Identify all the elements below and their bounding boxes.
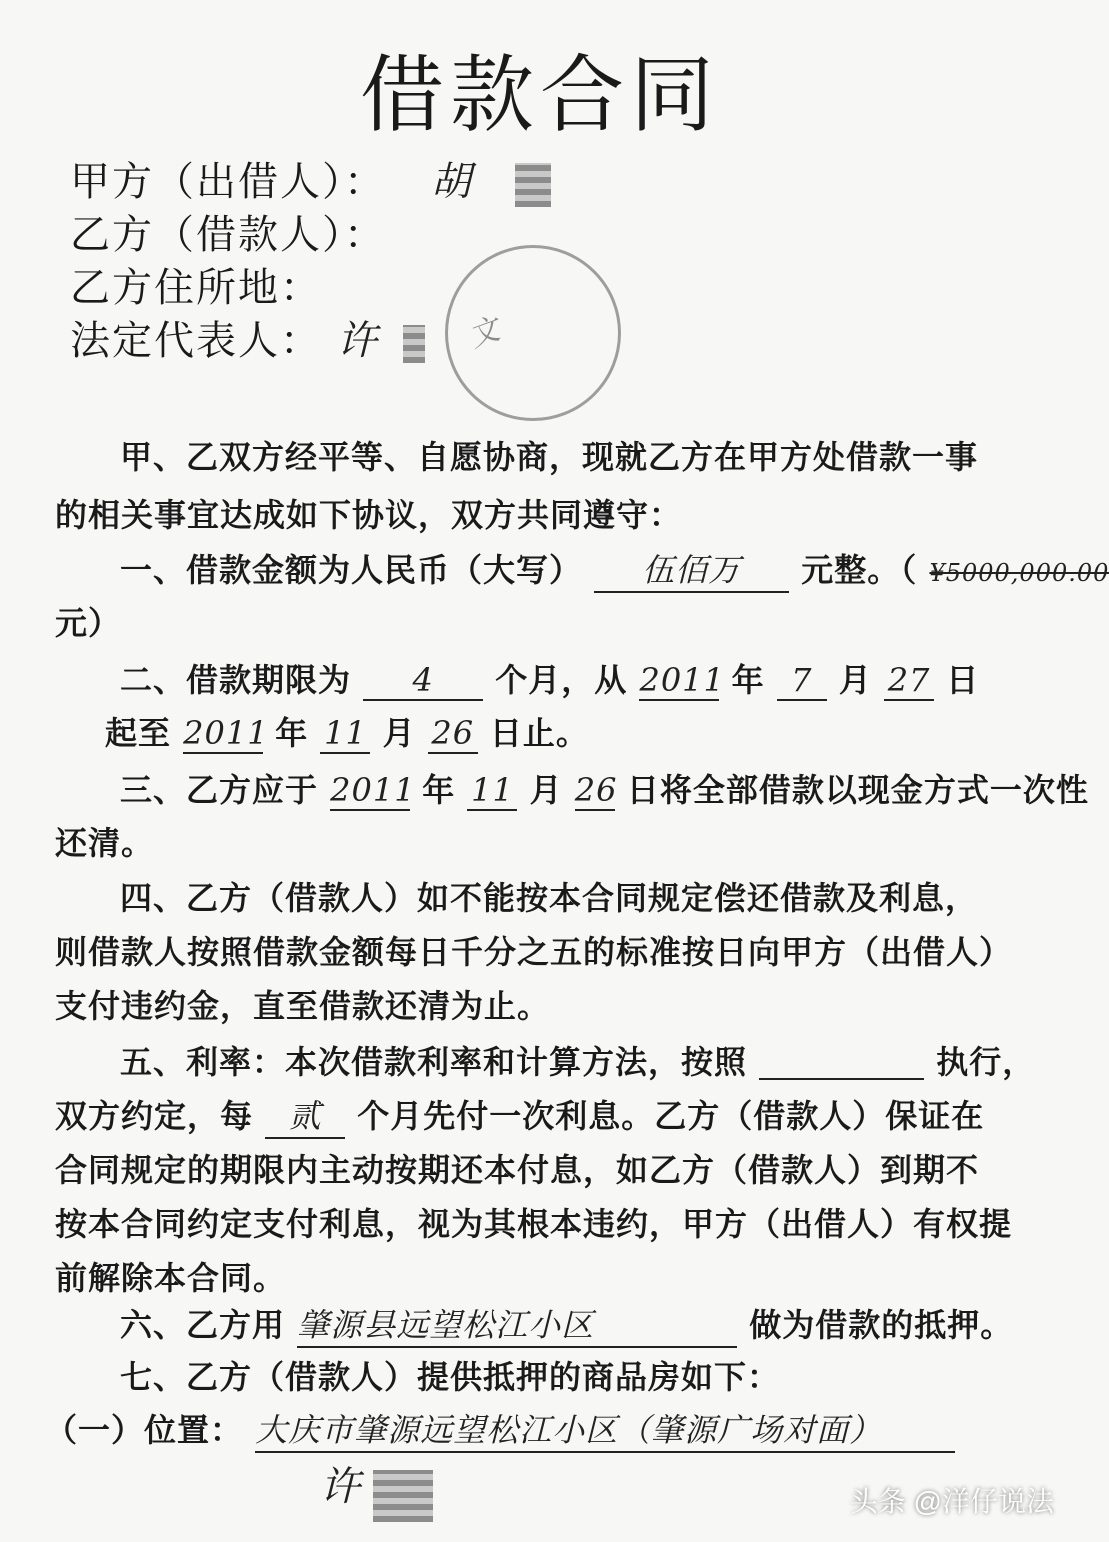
clause-4-line-1: 四、乙方（借款人）如不能按本合同规定偿还借款及利息， [120,879,979,917]
clause-7-item-1 [45,1405,955,1453]
start-month: 7 [777,661,827,701]
clause-1-end: 元） [55,604,122,642]
clause-2-text-e: 日 [946,661,980,699]
clause-1-text-b: 元整。（ [801,551,918,589]
clause-2-text-g: 年 [275,714,309,752]
party-b-label: 乙方（借款人）： [70,212,386,258]
end-month: 11 [320,714,370,754]
clause-2 [120,655,979,701]
clause-3-text: 三、乙方应于 [120,771,319,809]
clause-5-line-5: 前解除本合同。 [55,1259,287,1297]
clause-2-text-f: 起至 [105,714,172,752]
clause-5-line-2 [55,1091,984,1139]
redaction-block [515,163,551,207]
clause-6 [120,1300,1013,1348]
amount-number: ¥5000,000.00 [929,559,1109,587]
address-label: 乙方住所地： [70,265,322,311]
rep-line [70,309,425,366]
months-value: 4 [363,661,483,701]
document-title: 借款合同 [359,46,720,144]
signature-area [320,1455,433,1522]
clause-6-text-b: 做为借款的抵押。 [749,1306,1014,1344]
clause-5-line-4: 按本合同约定支付利息，视为其根本违约，甲方（出借人）有权提 [55,1205,1013,1243]
location-label: （一）位置： [45,1411,244,1449]
location-value: 大庆市肇源远望松江小区（肇源广场对面） [255,1405,955,1453]
clause-1 [120,545,1109,593]
clause-3-text-c: 月 [529,771,563,809]
repay-year: 2011 [330,771,416,809]
rep-name: 许 [336,318,379,364]
seal-text: 文 [464,311,505,355]
clause-5-text-b: 执行， [936,1043,1036,1081]
redaction-block [373,1470,433,1522]
rep-label: 法定代表人： [70,318,322,364]
party-a-label: 甲方（出借人）： [70,159,386,205]
repay-day: 26 [574,771,618,809]
clause-2-text-d: 月 [838,661,872,699]
clause-5-text: 五、利率：本次借款利率和计算方法，按照 [120,1043,748,1081]
clause-3-text-b: 年 [422,771,456,809]
clause-5-line-3: 合同规定的期限内主动按期还本付息，如乙方（借款人）到期不 [55,1151,980,1189]
party-a-line [70,150,551,207]
clause-3-text-d: 日将全部借款以现金方式一次性 [626,771,1089,809]
clause-1-text: 一、借款金额为人民币（大写） [120,551,583,589]
amount-chinese: 伍佰万 [594,545,789,593]
signature: 许 [320,1464,360,1510]
start-day: 27 [884,661,934,701]
clause-2-text-i: 日止。 [489,714,589,752]
end-day: 26 [428,714,478,754]
clause-2-line-2 [105,708,589,754]
clause-6-text: 六、乙方用 [120,1306,286,1344]
clause-5-text-d: 个月先付一次利息。乙方（借款人）保证在 [357,1097,985,1135]
clause-2-text-b: 个月，从 [495,661,628,699]
company-seal [445,245,621,421]
clause-3 [120,765,1089,811]
party-a-name: 胡 [430,159,473,205]
address-line [70,256,322,313]
clause-5-text-c: 双方约定，每 [55,1097,254,1135]
clause-2-text: 二、借款期限为 [120,661,352,699]
redaction-block [403,325,425,363]
clause-3-end: 还清。 [55,824,155,862]
repay-month: 11 [467,771,517,811]
clause-7: 七、乙方（借款人）提供抵押的商品房如下： [120,1358,781,1396]
clause-2-text-c: 年 [731,661,765,699]
clause-4-line-2: 则借款人按照借款金额每日千分之五的标准按日向甲方（出借人） [55,933,1013,971]
end-year: 2011 [183,714,269,752]
clause-2-text-h: 月 [382,714,416,752]
start-year: 2011 [639,661,725,699]
intro-line-2: 的相关事宜达成如下协议，双方共同遵守： [55,496,683,534]
interest-interval: 贰 [265,1091,345,1139]
rate-method-blank [759,1048,924,1080]
collateral-value: 肇源县远望松江小区 [297,1300,737,1348]
clause-5 [120,1037,1035,1083]
intro-line-1: 甲、乙双方经平等、自愿协商，现就乙方在甲方处借款一事 [120,438,979,476]
watermark: 头条 @洋仔说法 [849,1486,1054,1517]
party-b-line [70,203,386,260]
clause-4-line-3: 支付违约金，直至借款还清为止。 [55,987,551,1025]
